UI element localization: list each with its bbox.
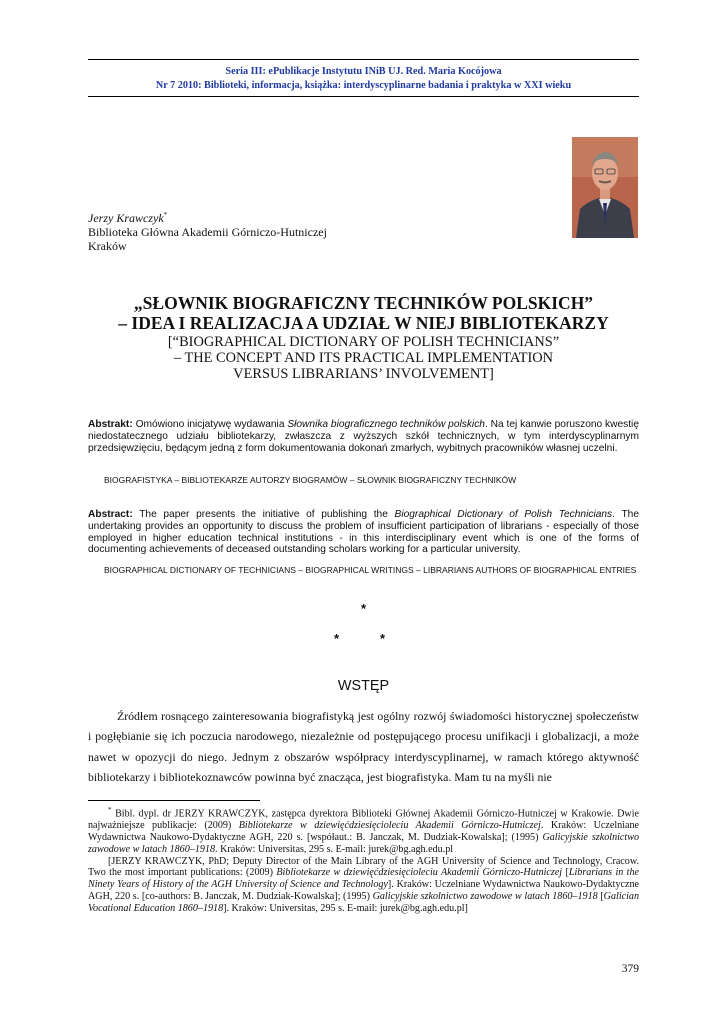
- abstract-pl: [88, 419, 639, 454]
- abstract-pl-text-b: . Na tej kanwie poruszono kwestię niedostatecznego udziału bibliotekarzy, zwłaszcza z wyższych szkół technicznych, w tym interdyscyplinarnym przedsięwzięciu, będącym jedną z form dokumentowania dokonań zmarłych, wybitnych pracowników własnej uczelni.: [88, 419, 639, 454]
- author-name: [88, 208, 327, 225]
- footnote-pl-a: Bibl. dypl. dr JERZY KRAWCZYK, zastępca dyrektora Biblioteki Głównej Akademii Górniczo-Hutniczej w Krakowie. Dwie najważniejsze publikacje: (2009): [88, 808, 639, 832]
- separator-star-top: *: [360, 601, 367, 616]
- abstract-pl-text-a: Omówiono inicjatywę wydawania: [132, 419, 288, 430]
- author-photo: [572, 137, 638, 238]
- footnote-en-a: [JERZY KRAWCZYK, PhD; Deputy Director of the Main Library of the AGH University of Science and Technology, Cracow. Two the most important publications: (2009): [88, 855, 639, 879]
- series-line-2: Nr 7 2010: Biblioteki, informacja, książka: interdyscyplinarne badania i praktyka w XXI wieku: [155, 80, 572, 91]
- author-city: Kraków: [88, 239, 127, 253]
- title-pl-line-1: „SŁOWNIK BIOGRAFICZNY TECHNIKÓW POLSKICH”: [133, 293, 594, 313]
- separator-star-right: *: [380, 631, 386, 646]
- footnote-pl-c: . Kraków: Universitas, 295 s. E-mail: jurek@bg.agh.edu.pl: [215, 843, 454, 855]
- abstract-en-text-b: . The undertaking provides an opportunity to discuss the problem of insufficient participation of librarians - especially of those employed in higher education technical institutions - in this interdisciplinary event which is one of the forms of documenting achievements of deceased outstanding scholars working for a particular university.: [88, 509, 640, 556]
- abstract-en-text-italic: Biographical Dictionary of Polish Technicians: [394, 509, 613, 520]
- footnote-en-d: [: [597, 890, 604, 902]
- footnote-en-b: [: [562, 867, 569, 879]
- abstract-en: [88, 509, 639, 556]
- footnote-mark: *: [108, 806, 112, 814]
- footnote-en-e: ]. Kraków: Universitas, 295 s. E-mail: jurek@bg.agh.edu.pl]: [223, 902, 468, 914]
- author-portrait-icon: [572, 137, 638, 238]
- title-en-line-2: – THE CONCEPT AND ITS PRACTICAL IMPLEMENTATION: [173, 350, 554, 366]
- footnote-en-c: ]. Kraków: Uczelniane Wydawnictwa Naukowo-Dydaktyczne AGH, 220 s. [co-authors: B. Janczak, M. Dudziak-Kowalska]; (1995): [88, 879, 639, 902]
- footnote-en: [88, 856, 639, 915]
- footnote-block: [88, 805, 639, 915]
- author-block: [88, 208, 327, 253]
- body-paragraph-text: Źródłem rosnącego zainteresowania biografistyką jest ogólny rozwój świadomości historycznej społeczeństw i pogłębianie się ich poczucia narodowego, niezależnie od postępującego procesu unifikacji i globalizacji, a może nawet w opozycji do niego. Jednym z obszarów współpracy interdyscyplinarnej, w ramach którego aktywność bibliotekarzy i bibliotekoznawców powinna być znacząca, jest biografistyka. Mam tu na myśli nie: [88, 709, 639, 784]
- footnote-pl-b: . Kraków: Uczelniane Wydawnictwa Naukowo-Dydaktyczne AGH, 220 s. [współaut.: B. Janczak, M. Dudziak-Kowalska]; (1995): [88, 820, 640, 843]
- abstract-pl-text-italic: Słownika biograficznego techników polskich: [287, 419, 485, 430]
- body-paragraph: [88, 706, 639, 787]
- header-bottom-rule: [88, 96, 639, 97]
- author-affiliation: Biblioteka Główna Akademii Górniczo-Hutniczej: [88, 225, 327, 239]
- abstract-pl-label: Abstrakt:: [88, 419, 133, 430]
- section-heading: WSTĘP: [337, 678, 390, 694]
- keywords-pl: BIOGRAFISTYKA – BIBLIOTEKARZE AUTORZY BIOGRAMÓW – SŁOWNIK BIOGRAFICZNY TECHNIKÓW: [104, 475, 517, 485]
- title-en-line-1: [“BIOGRAPHICAL DICTIONARY OF POLISH TECHNICIANS”: [167, 334, 560, 350]
- abstract-en-label: Abstract:: [88, 509, 133, 520]
- header-top-rule: [88, 59, 639, 60]
- abstract-en-text-a: The paper presents the initiative of publishing the: [132, 509, 395, 520]
- footnote-en-i4: Galician Vocational Education 1860–1918: [88, 890, 639, 914]
- keywords-en: BIOGRAPHICAL DICTIONARY OF TECHNICIANS – BIOGRAPHICAL WRITINGS – LIBRARIANS AUTHORS OF BIOGRAPHICAL ENTRIES: [104, 565, 637, 575]
- author-footnote-mark: *: [163, 211, 168, 219]
- footnote-pl-i1: Bibliotekarze w dziewięćdziesięcioleciu Akademii Górniczo-Hutniczej: [238, 820, 541, 832]
- page-number: 379: [621, 963, 639, 975]
- title-en-line-3: VERSUS LIBRARIANS’ INVOLVEMENT]: [233, 366, 494, 382]
- footnote-pl-i2: Galicyjskie szkolnictwo zawodowe w latach 1860–1918: [88, 831, 639, 855]
- footnote-en-i2: Librarians in the Ninety Years of History of the AGH University of Science and Technology: [88, 867, 640, 891]
- title-pl-line-2: – IDEA I REALIZACJA A UDZIAŁ W NIEJ BIBLIOTEKARZY: [118, 313, 609, 333]
- author-name-text: Jerzy Krawczyk: [88, 211, 164, 225]
- footnote-en-i1: Bibliotekarze w dziewięćdziesięcioleciu Akademii Górniczo-Hutniczej: [276, 867, 563, 879]
- footnote-rule: [88, 800, 260, 801]
- footnote-en-i3: Galicyjskie szkolnictwo zawodowe w latach 1860–1918: [372, 890, 598, 902]
- series-line-1: Seria III: ePublikacje Instytutu INiB UJ. Red. Maria Kocójowa: [225, 66, 502, 77]
- separator-star-left: *: [334, 631, 340, 646]
- footnote-pl: [88, 805, 639, 856]
